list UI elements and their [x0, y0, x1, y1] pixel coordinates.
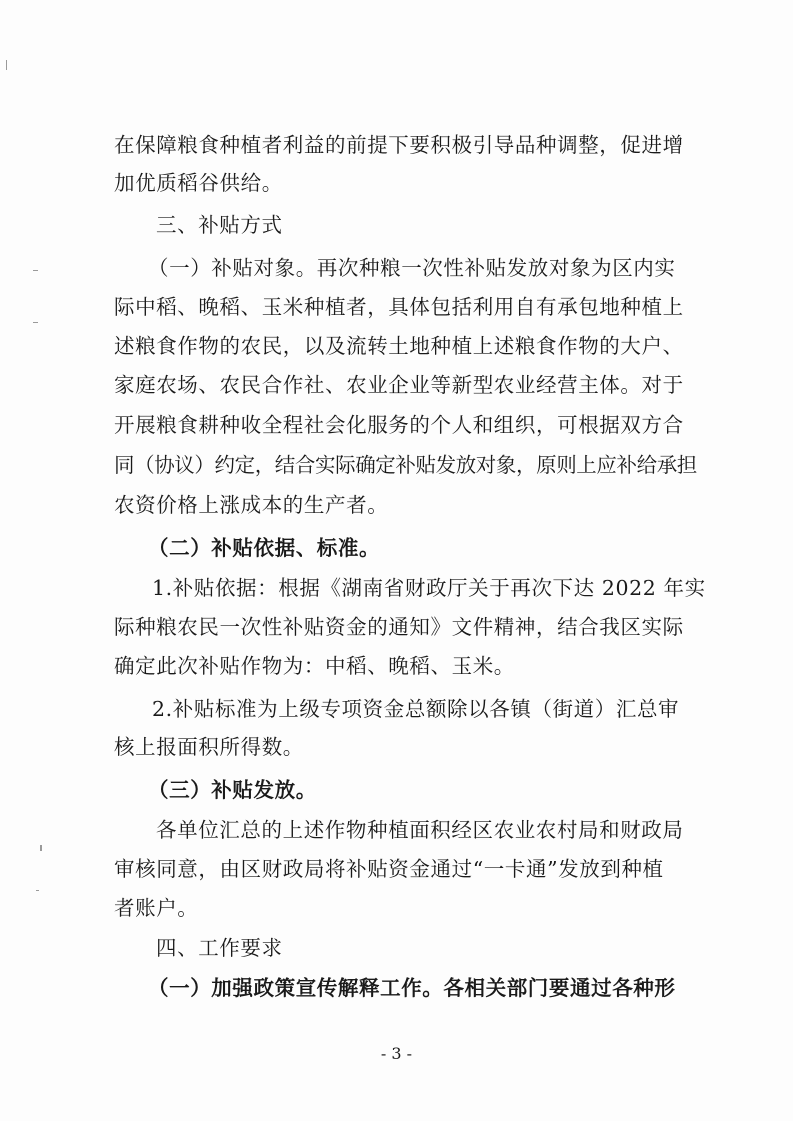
body-paragraph-line: 审核同意，由区财政局将补贴资金通过“一卡通”发放到种植 — [114, 857, 664, 881]
body-paragraph-line: 开展粮食耕种收全程社会化服务的个人和组织，可根据双方合 — [114, 413, 684, 437]
body-paragraph-line: 加优质稻谷供给。 — [114, 171, 283, 195]
subsection-paragraph-line: （一）加强政策宣传解释工作。各相关部门要通过各种形 — [148, 976, 676, 1000]
body-paragraph-line: 在保障粮食种植者利益的前提下要积极引导品种调整，促进增 — [114, 133, 684, 157]
body-paragraph-line: 际中稻、晚稻、玉米种植者，具体包括利用自有承包地种植上 — [114, 295, 684, 319]
scan-mark — [6, 60, 7, 70]
section-heading: 四、工作要求 — [156, 936, 283, 960]
scan-mark — [36, 890, 39, 891]
page-number: - 3 - — [380, 1044, 413, 1063]
scan-mark — [33, 322, 38, 323]
body-paragraph-line: 核上报面积所得数。 — [114, 735, 304, 759]
body-paragraph-line: 家庭农场、农民合作社、农业企业等新型农业经营主体。对于 — [114, 373, 684, 397]
section-heading: 三、补贴方式 — [156, 213, 283, 237]
body-paragraph-line: 各单位汇总的上述作物种植面积经区农业农村局和财政局 — [156, 818, 684, 842]
subsection-heading: （二）补贴依据、标准。 — [148, 536, 381, 560]
body-paragraph-line: 同（协议）约定，结合实际确定补贴发放对象，原则上应补给承担 — [114, 453, 697, 477]
body-paragraph-line: 确定此次补贴作物为：中稻、晚稻、玉米。 — [114, 654, 515, 678]
body-paragraph-line: 述粮食作物的农民，以及流转土地种植上述粮食作物的大户、 — [114, 334, 684, 358]
body-paragraph-line: 者账户。 — [114, 896, 199, 920]
body-paragraph-line: 农资价格上涨成本的生产者。 — [114, 493, 389, 517]
body-paragraph-line: 际种粮农民一次性补贴资金的通知》文件精神，结合我区实际 — [114, 615, 684, 639]
body-paragraph-line: 2.补贴标准为上级专项资金总额除以各镇（街道）汇总审 — [152, 697, 680, 721]
body-paragraph-line: 1.补贴依据：根据《湖南省财政厅关于再次下达 2022 年实 — [152, 576, 706, 600]
scan-mark — [33, 270, 38, 271]
scan-mark — [40, 845, 42, 851]
subsection-paragraph-line: （一）补贴对象。再次种粮一次性补贴发放对象为区内实 — [148, 256, 676, 280]
subsection-heading: （三）补贴发放。 — [148, 778, 317, 802]
